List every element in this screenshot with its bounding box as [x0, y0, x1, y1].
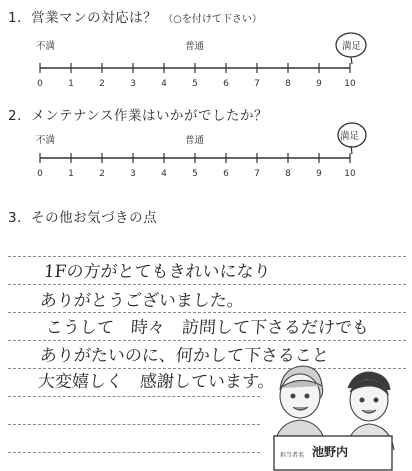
scale-number-2[interactable]: 2 — [99, 169, 105, 179]
handwritten-line: こうして 時々 訪問して下さるだけでも — [45, 318, 370, 338]
scale-number-7[interactable]: 7 — [254, 79, 260, 88]
scale-number-6[interactable]: 6 — [223, 79, 229, 88]
staff-caption: 担当者名 — [280, 452, 305, 459]
q1-label-satisfied: 満足 — [342, 41, 362, 52]
scale-number-3[interactable]: 3 — [130, 79, 136, 88]
scale-number-4[interactable]: 4 — [161, 169, 167, 179]
ruled-line — [8, 284, 406, 285]
scale-number-8[interactable]: 8 — [285, 79, 291, 88]
q1-label-neutral: 普通 — [185, 41, 205, 52]
scale-number-7[interactable]: 7 — [254, 169, 260, 179]
scale-number-4[interactable]: 4 — [161, 79, 167, 88]
handwritten-line: ありがとうございました。 — [39, 291, 245, 311]
question-2-title: 2．メンテナンス作業はいかがでしたか？ — [8, 108, 269, 124]
rating-scale-1[interactable] — [0, 28, 412, 88]
scale-number-6[interactable]: 6 — [223, 169, 229, 179]
ruled-line — [8, 396, 260, 397]
handwritten-line: ありがたいのに、何かして下さること — [39, 346, 330, 366]
q2-label-neutral: 普通 — [185, 135, 205, 146]
ruled-line — [8, 452, 260, 453]
ruled-line — [8, 424, 260, 425]
handwritten-line: 大変嬉しく 感謝しています。 — [37, 372, 276, 392]
question-1-title: 1．営業マンの対応は？ （○を付けて下さい） — [8, 10, 262, 26]
scale-number-10[interactable]: 10 — [344, 169, 356, 179]
scale-number-5[interactable]: 5 — [192, 79, 198, 88]
scale-number-3[interactable]: 3 — [130, 169, 136, 179]
staff-name: 池野内 — [312, 445, 349, 459]
question-3-title: 3．その他お気づきの点 — [8, 210, 158, 226]
scale-number-0[interactable]: 0 — [37, 169, 43, 179]
q2-label-dissatisfied: 不満 — [36, 135, 56, 146]
scale-number-2[interactable]: 2 — [99, 79, 105, 88]
q2-label-satisfied: 満足 — [340, 131, 360, 142]
scale-number-1[interactable]: 1 — [68, 79, 74, 88]
handwritten-line: 1Fの方がとてもきれいになり — [43, 262, 272, 282]
scale-number-9[interactable]: 9 — [316, 79, 322, 88]
scale-number-8[interactable]: 8 — [285, 169, 291, 179]
scale-number-10[interactable]: 10 — [344, 79, 356, 88]
scale-number-5[interactable]: 5 — [192, 169, 198, 179]
scale-number-9[interactable]: 9 — [316, 169, 322, 179]
scale-number-1[interactable]: 1 — [68, 169, 74, 179]
q1-label-dissatisfied: 不満 — [36, 41, 56, 52]
scale-number-0[interactable]: 0 — [37, 79, 43, 88]
